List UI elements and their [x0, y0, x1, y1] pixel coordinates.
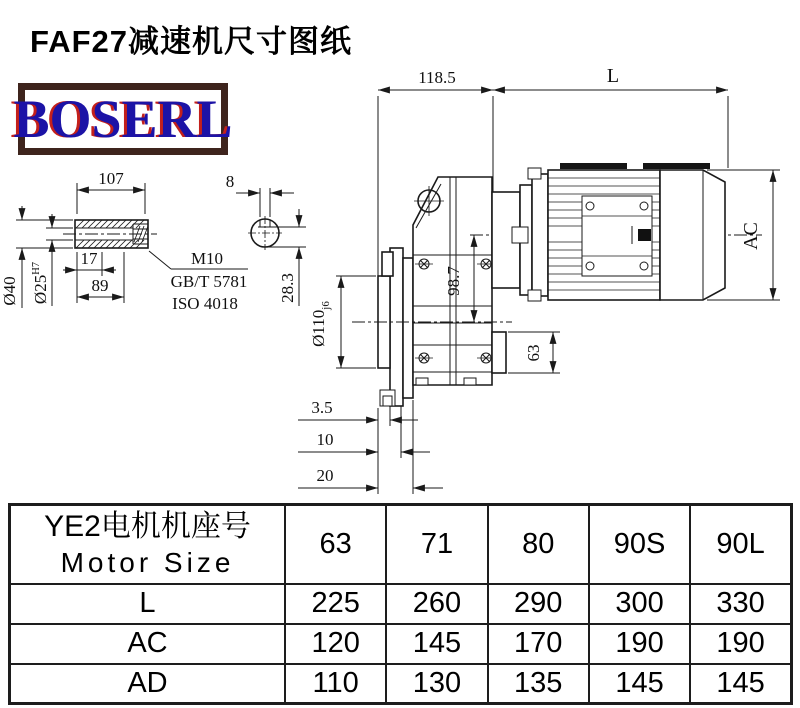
motor-size-90l: 90L: [690, 505, 791, 584]
cell: 145: [386, 624, 487, 664]
dim-key-width-label: 8: [225, 172, 235, 191]
motor-size-90s: 90S: [589, 505, 690, 584]
row-label: L: [10, 584, 286, 624]
motor-size-header-cell: [10, 505, 286, 584]
dim-89-label: 89: [91, 276, 109, 295]
table-row-AC: [10, 624, 792, 664]
cell: 190: [589, 624, 690, 664]
cell: 300: [589, 584, 690, 624]
cell: 290: [488, 584, 589, 624]
cell: 120: [285, 624, 386, 664]
motor-size-63: 63: [285, 505, 386, 584]
dim-107-label: 107: [98, 169, 124, 188]
standard-iso-label: ISO 4018: [172, 294, 238, 313]
cell: 130: [386, 664, 487, 704]
dim-118-5-label: 118.5: [418, 68, 456, 87]
dim-3-5-label: 3.5: [311, 398, 333, 417]
row-label: AD: [10, 664, 286, 704]
motor-size-71: 71: [386, 505, 487, 584]
dim-AC-label: AC: [740, 222, 762, 250]
dia-110j6-label: $Ø110_{j6}$: [309, 301, 332, 347]
dim-L-label: L: [606, 65, 620, 87]
dia-25h7-label: $Ø25^{H7}$: [31, 261, 50, 305]
dim-20-label: 20: [316, 466, 334, 485]
dimension-table: [8, 503, 793, 705]
cell: 260: [386, 584, 487, 624]
cell: 225: [285, 584, 386, 624]
dim-17-label: 17: [80, 249, 98, 268]
table-header-row: [10, 505, 792, 584]
cell: 135: [488, 664, 589, 704]
boserl-logo-text: BOSERL: [13, 89, 233, 149]
gearmotor-side-view: [298, 65, 780, 494]
dim-98-7-label: 98.7: [444, 266, 463, 296]
header-cn: YE2电机机座号: [44, 510, 251, 544]
dim-key-depth-label: 28.3: [278, 273, 297, 303]
table-row-L: [10, 584, 792, 624]
thread-m10-label: M10: [190, 249, 224, 268]
cell: 190: [690, 624, 791, 664]
dim-10-label: 10: [316, 430, 334, 449]
cell: 110: [285, 664, 386, 704]
hollow-shaft-section-view: [0, 169, 248, 313]
page-title: FAF27减速机尺寸图纸: [30, 24, 353, 59]
cell: 145: [589, 664, 690, 704]
header-en: Motor Size: [60, 547, 235, 579]
dim-63-label: 63: [524, 344, 543, 362]
motor-size-80: 80: [488, 505, 589, 584]
table-row-AD: [10, 664, 792, 704]
row-label: AC: [10, 624, 286, 664]
standard-gbt-label: GB/T 5781: [170, 272, 248, 291]
cell: 170: [488, 624, 589, 664]
dia-40-label: Ø40: [0, 276, 19, 306]
cell: 330: [690, 584, 791, 624]
cell: 145: [690, 664, 791, 704]
